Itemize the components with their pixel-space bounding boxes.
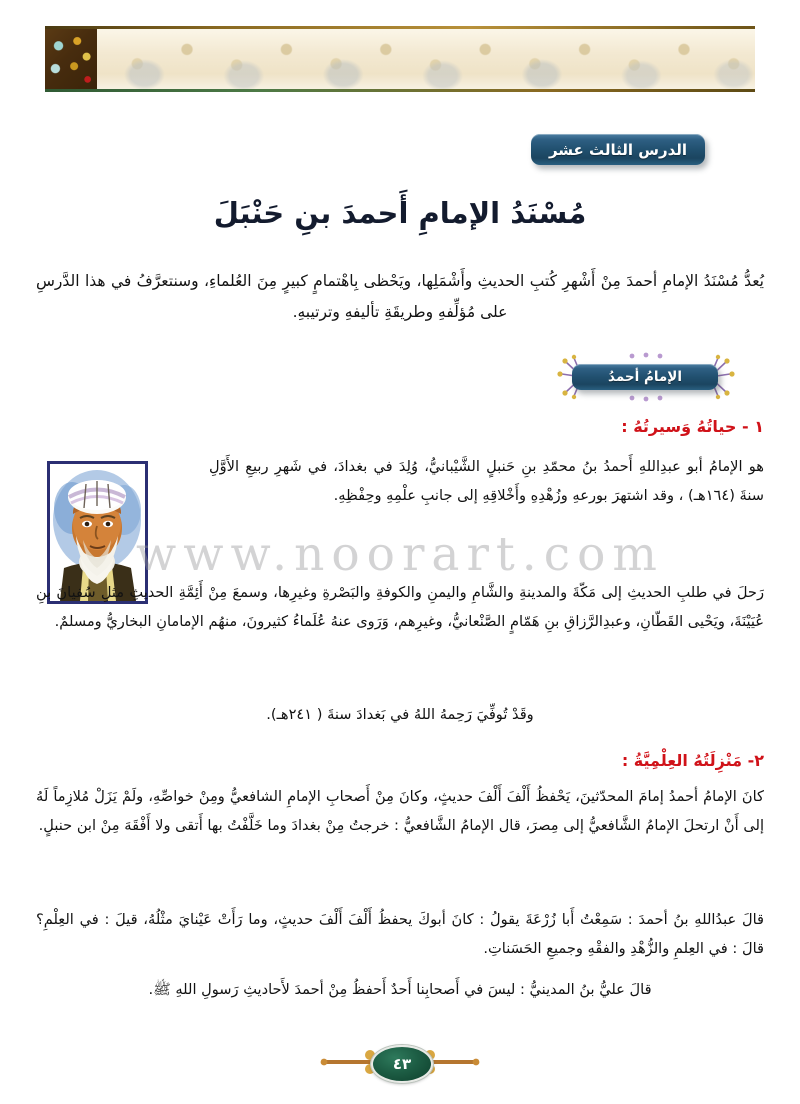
paragraph-travels-and-teachers: رَحلَ في طلبِ الحديثِ إلى مَكّةَ والمدينةِ والشَّامِ واليمنِ والكوفةِ والبَصْرةِ وغيرِها، وسمعَ مِنْ أَئِمَّةِ الحديثِ مثلِ سُفيانَ بنِ عُيَيْنَةَ، ويَحْيى القَطّانِ، وعبدِالرَّزاقِ بنِ هَمّامٍ الصَّنْعانيُّ، وغيرِهم، وَرَوى عنهُ عُلَماءُ كثيرونَ، منهُم الإمامانِ البخاريُّ ومسلمٌ. [36, 584, 764, 631]
page-number: ٤٣ [371, 1045, 433, 1083]
paragraph-ali-ibn-madini-quote: قالَ عليُّ بنُ المدينيُّ : ليسَ في أَصحابِنا أَحدٌ أَحفظُ مِنْ أحمدَ لأَحاديثِ رَسولِ اللهِ ﷺ. [148, 981, 652, 998]
section-heading-biography: ١ - حياتُهُ وَسيرتُهُ : [621, 417, 764, 436]
band-bottom-rule [45, 89, 755, 92]
header-ornament-band [45, 26, 755, 92]
paragraph-death: وقَدْ تُوفِّيَ رَحِمهُ اللهُ في بَغدادَ سنةَ ( ٢٤١هـ). [266, 706, 534, 723]
site-watermark: www.noorart.com [136, 527, 664, 582]
paragraph-birth-and-lineage: هو الإمامُ أبو عبدِاللهِ أَحمدُ بنُ محمّدِ بنِ حَنبلٍ الشَّيْبانيُّ، وُلِدَ في بغدادَ، في شَهرِ ربيعِ الأَوَّلِ سنةَ (١٦٤هـ) ، وقد اشتهرَ بورعهِ وزُهْدِهِ وأَخْلاقِهِ إلى جانبِ علْمِهِ وحِفْظِهِ. [209, 458, 764, 505]
lesson-number-badge: الدرس الثالث عشر [531, 134, 705, 165]
scholar-name-badge: الإمامُ أحمدُ [572, 364, 718, 390]
band-arabesque-pattern [45, 29, 755, 89]
paragraph-shafii-quote: كانَ الإمامُ أحمدُ إمامَ المحدّثينَ، يَحْفظُ أَلْفَ أَلْفَ حديثٍ، وكانَ مِنْ أَصحابِ الإمامِ الشافعيُّ ومِنْ خواصِّهِ، ولَمْ يَزَلْ مُلازِماً لَهُ إلى أَنْ ارتحلَ الإمامُ الشَّافعيُّ إلى مِصرَ، قال الإمامُ الشَّافعيُّ : خرجتُ مِنْ بغدادَ وما خَلَّفْتُ بها أَتقى ولا أَفْقَهَ مِنْ ابن حنبلٍ. [36, 788, 764, 835]
page-title: مُسْنَدُ الإمامِ أَحمدَ بنِ حَنْبَلَ [213, 196, 587, 230]
band-corner-medallion-icon [45, 29, 97, 89]
section-heading-scholarly-rank: ٢- مَنْزِلَتُهُ العِلْمِيَّةُ : [621, 751, 764, 770]
page-footer [0, 1040, 800, 1086]
paragraph-abu-zura-quote: قالَ عبدُاللهِ بنُ أحمدَ : سَمِعْتُ أَبا زُرْعَةَ يقولُ : كانَ أبوكَ يحفظُ أَلْفَ أَلْفَ حديثٍ، وما رَأَتْ عَيْنايَ مثْلُهُ، قيلَ : في العِلْمِ؟ قالَ : في العِلمِ والزُّهْدِ والفقْهِ وجميعِ الحَسَناتِ. [36, 911, 764, 958]
lesson-intro-paragraph: يُعدُّ مُسْنَدُ الإمامِ أحمدَ مِنْ أَشْهرِ كُتبِ الحديثِ وأَشْمَلِها، ويَحْظى بِاهْتمامٍ كبيرٍ مِنَ العُلماءِ، وسنتعرَّفُ في هذا الدَّرسِ على مُؤلِّفهِ وطريقَةِ تأليفهِ وترتيبهِ. [36, 272, 764, 321]
